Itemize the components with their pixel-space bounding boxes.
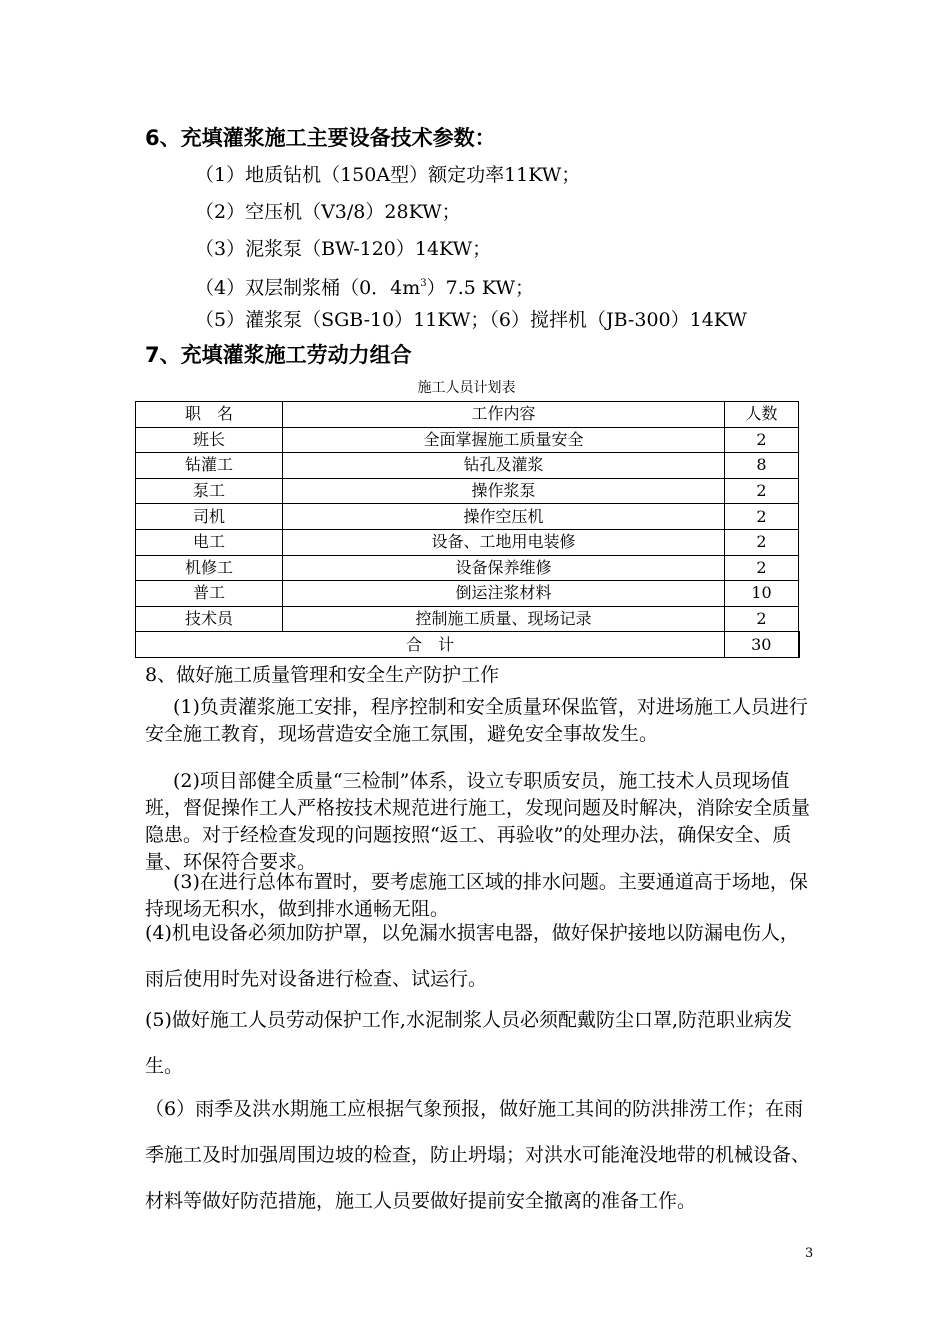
cell-position: 普工 [136, 581, 283, 607]
cell-position: 电工 [136, 529, 283, 555]
cell-count: 2 [725, 427, 799, 453]
cell-duty: 操作浆泵 [283, 478, 725, 504]
paragraph-1-text: (1)负责灌浆施工安排，程序控制和安全质量环保监管，对进场施工人员进行安全施工教育，现场营造安全施工氛围，避免安全事故发生。 [145, 696, 808, 745]
cell-position: 班长 [136, 427, 283, 453]
table-total-row [136, 632, 799, 658]
column-header-position: 职 名 [136, 402, 283, 428]
table-caption: 施工人员计划表 [417, 380, 516, 396]
section-8-heading: 8、做好施工质量管理和安全生产防护工作 [145, 664, 500, 686]
staff-plan-table [135, 401, 800, 658]
cell-position: 泵工 [136, 478, 283, 504]
column-header-duty: 工作内容 [283, 402, 725, 428]
table-row [136, 581, 799, 607]
equipment-item-1: （1）地质钻机（150A型）额定功率11KW； [195, 164, 581, 186]
paragraph-6 [145, 1086, 817, 1224]
cell-duty: 钻孔及灌浆 [283, 453, 725, 479]
cell-count: 2 [725, 529, 799, 555]
table-header-row [136, 402, 799, 428]
paragraph-5-text: (5)做好施工人员劳动保护工作,水泥制浆人员必须配戴防尘口罩,防范职业病发生。 [145, 1009, 792, 1077]
cell-position: 技术员 [136, 606, 283, 632]
table-row [136, 606, 799, 632]
table-row [136, 453, 799, 479]
equipment-item-3: （3）泥浆泵（BW-120）14KW； [195, 238, 492, 260]
paragraph-2-text: (2)项目部健全质量“三检制”体系，设立专职质安员，施工技术人员现场值班，督促操作工人严格按技术规范进行施工，发现问题及时解决，消除安全质量隐患。对于经检查发现的问题按照“返工、再验收”的处理办法，确保安全、质量、环保符合要求。 [145, 770, 811, 873]
total-label: 合 计 [136, 632, 725, 658]
total-count: 30 [725, 632, 799, 658]
equipment-item-5-6: （5）灌浆泵（SGB-10）11KW；（6）搅拌机（JB-300）14KW [195, 309, 747, 331]
paragraph-4-text: (4)机电设备必须加防护罩，以免漏水损害电器，做好保护接地以防漏电伤人，雨后使用时先对设备进行检查、试运行。 [145, 922, 799, 990]
paragraph-5 [145, 997, 817, 1089]
section-6-heading: 6、充填灌浆施工主要设备技术参数： [145, 126, 496, 150]
equipment-item-4 [195, 269, 534, 303]
paragraph-1 [145, 694, 815, 748]
paragraph-2 [145, 768, 815, 876]
equipment-item-4-text: （4）双层制浆桶（0．4m [195, 277, 421, 299]
column-header-count: 人数 [725, 402, 799, 428]
cell-duty: 控制施工质量、现场记录 [283, 606, 725, 632]
cell-duty: 倒运注浆材料 [283, 581, 725, 607]
paragraph-6-text: （6）雨季及洪水期施工应根据气象预报，做好施工其间的防洪排涝工作；在雨季施工及时加强周围边坡的检查，防止坍塌；对洪水可能淹没地带的机械设备、材料等做好防范措施，施工人员要做好提前安全撤离的准备工作。 [145, 1098, 811, 1212]
cell-position: 司机 [136, 504, 283, 530]
cell-duty: 操作空压机 [283, 504, 725, 530]
equipment-item-2: （2）空压机（V3/8）28KW； [195, 201, 461, 223]
paragraph-3-text: (3)在进行总体布置时，要考虑施工区域的排水问题。主要通道高于场地，保持现场无积水，做到排水通畅无阻。 [145, 871, 808, 920]
section-7-heading: 7、充填灌浆施工劳动力组合 [145, 343, 412, 367]
cell-count: 10 [725, 581, 799, 607]
cell-count: 2 [725, 555, 799, 581]
table-row [136, 555, 799, 581]
cell-duty: 设备、工地用电装修 [283, 529, 725, 555]
cell-count: 2 [725, 504, 799, 530]
superscript-3: 3 [420, 278, 427, 289]
table-row [136, 478, 799, 504]
cell-duty: 设备保养维修 [283, 555, 725, 581]
page-number: 3 [805, 1246, 814, 1261]
cell-duty: 全面掌握施工质量安全 [283, 427, 725, 453]
cell-count: 8 [725, 453, 799, 479]
equipment-item-4-tail: ）7.5 KW； [426, 277, 534, 299]
cell-position: 机修工 [136, 555, 283, 581]
table-row [136, 504, 799, 530]
cell-count: 2 [725, 478, 799, 504]
paragraph-4 [145, 910, 817, 1002]
table-row [136, 427, 799, 453]
table-row [136, 529, 799, 555]
cell-position: 钻灌工 [136, 453, 283, 479]
cell-count: 2 [725, 606, 799, 632]
